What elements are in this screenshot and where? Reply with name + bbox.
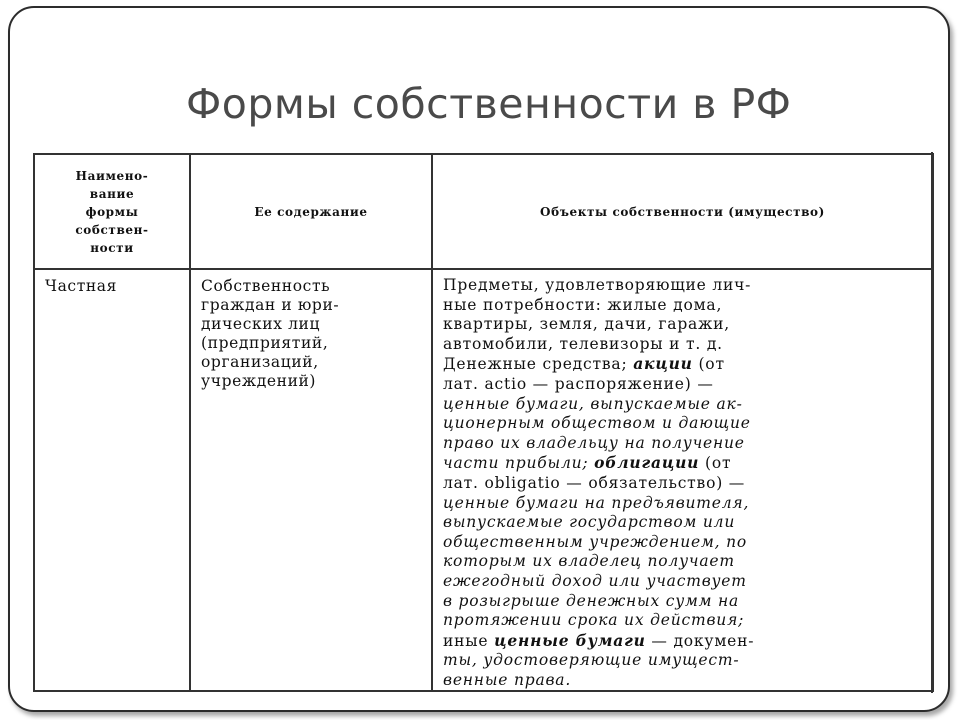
objects-line xyxy=(443,651,926,671)
objects-line xyxy=(443,354,926,375)
objects-line xyxy=(443,335,926,355)
slide-title: Формы собственности в РФ xyxy=(186,80,792,128)
objects-text-run: — докумен- xyxy=(645,631,755,650)
objects-text-run: части прибыли; xyxy=(443,454,595,473)
objects-line xyxy=(443,414,926,434)
objects-text-run: лат. actio — распоряжение) — xyxy=(443,374,714,393)
objects-line xyxy=(443,552,926,572)
objects-line xyxy=(443,434,926,454)
objects-text-run: квартиры, земля, дачи, гаражи, xyxy=(443,315,731,334)
header-form-name xyxy=(34,154,190,269)
objects-text-run: автомобили, телевизоры и т. д. xyxy=(443,334,723,353)
objects-text-run: право их владельцу на получение xyxy=(443,433,745,452)
term-bonds: облигации xyxy=(594,453,700,473)
objects-line xyxy=(443,453,926,474)
table-right-border xyxy=(931,152,933,693)
objects-text xyxy=(433,270,932,690)
header-form-name-text: Наимено- вание формы собствен- ности xyxy=(75,168,149,255)
objects-text-run: общественным учреждением, по xyxy=(443,532,748,551)
objects-text-run: которым их владелец получает xyxy=(443,552,735,571)
objects-line xyxy=(443,296,926,316)
objects-line xyxy=(443,494,926,514)
table-row xyxy=(34,269,933,691)
objects-line xyxy=(443,474,926,494)
objects-line xyxy=(443,572,926,592)
form-name-text: Частная xyxy=(45,277,118,295)
objects-line xyxy=(443,315,926,335)
cell-content xyxy=(190,269,432,691)
content-text: Собственность граждан и юри- дических лиц (предприятий, организаций, учреждений) xyxy=(201,277,340,390)
objects-text-run: Денежные средства; xyxy=(443,355,634,374)
objects-text-run: ежегодный доход или участвует xyxy=(443,571,747,590)
objects-text-run: венные права. xyxy=(443,670,572,689)
objects-text-run: (от xyxy=(699,454,732,473)
ownership-forms-table xyxy=(33,153,934,692)
term-stocks: акции xyxy=(633,354,693,374)
objects-line xyxy=(443,276,926,296)
cell-objects xyxy=(432,269,933,691)
objects-line xyxy=(443,631,926,652)
objects-text-run: ты, удостоверяющие имущест- xyxy=(443,651,740,670)
cell-form-name xyxy=(34,269,190,691)
objects-line xyxy=(443,592,926,612)
objects-line xyxy=(443,533,926,553)
objects-line xyxy=(443,671,926,691)
objects-text-run: ценные бумаги, выпускаемые ак- xyxy=(443,394,743,413)
objects-text-run: ные потребности: жилые дома, xyxy=(443,295,723,314)
objects-text-run: в розыгрыше денежных сумм на xyxy=(443,591,740,610)
objects-line xyxy=(443,375,926,395)
objects-text-run: иные xyxy=(443,631,495,650)
objects-text-run: ционерным обществом и дающие xyxy=(443,414,751,433)
objects-line xyxy=(443,395,926,415)
objects-text-run: лат. obligatio — обязательство) — xyxy=(443,473,746,492)
objects-text-run: Предметы, удовлетворяющие лич- xyxy=(443,276,752,294)
objects-text-run: выпускаемые государством или xyxy=(443,513,736,532)
objects-text-run: (от xyxy=(692,355,725,374)
table-header-row xyxy=(34,154,933,269)
header-objects: Объекты собственности (имущество) xyxy=(432,154,933,269)
objects-line xyxy=(443,513,926,533)
objects-line xyxy=(443,611,926,631)
objects-text-run: ценные бумаги на предъявителя, xyxy=(443,493,750,512)
objects-text-run: протяжении срока их действия; xyxy=(443,611,745,630)
header-content: Ее содержание xyxy=(190,154,432,269)
term-securities: ценные бумаги xyxy=(494,630,646,650)
